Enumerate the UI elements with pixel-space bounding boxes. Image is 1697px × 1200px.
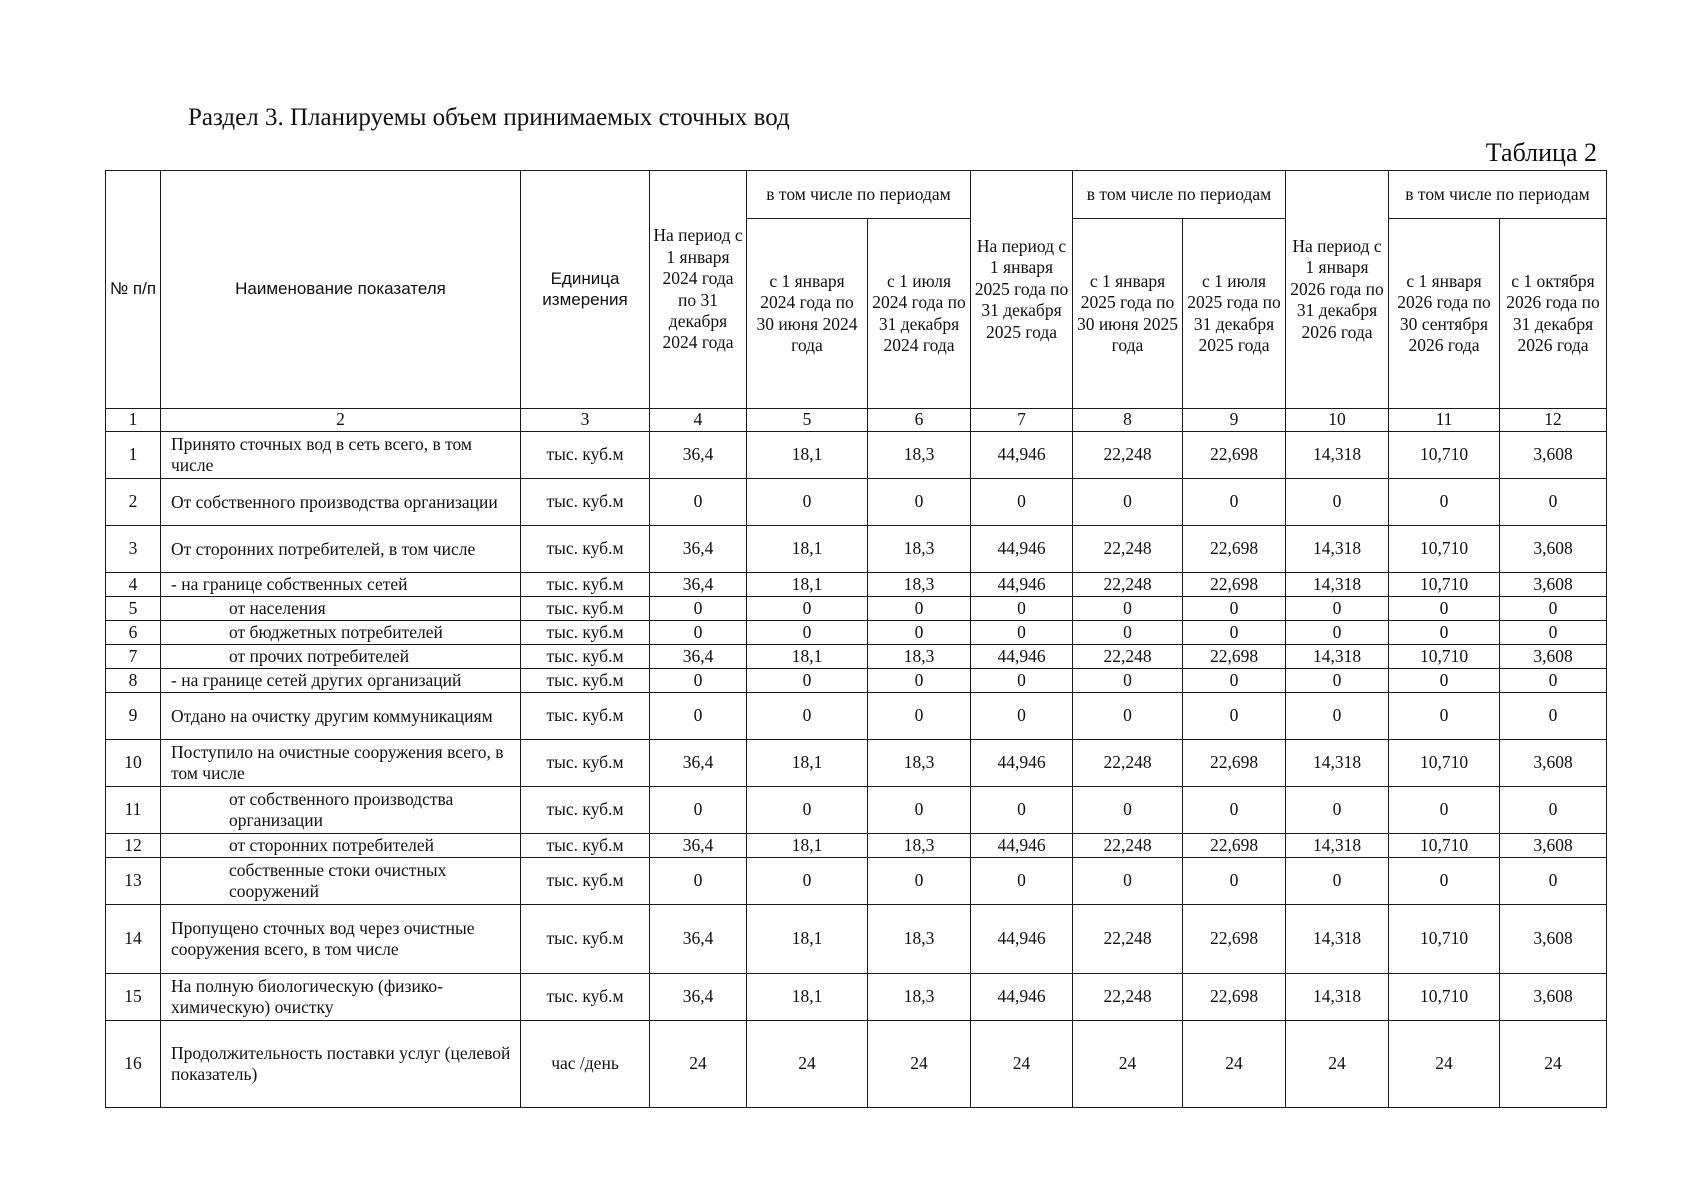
row-number: 9 bbox=[106, 693, 161, 740]
value-cell: 24 bbox=[1183, 1021, 1286, 1108]
value-cell: 22,698 bbox=[1183, 740, 1286, 787]
header-period-2024: На период с 1 января 2024 года по 31 декабря 2024 года bbox=[650, 171, 747, 409]
value-cell: 0 bbox=[747, 597, 868, 621]
table-row bbox=[106, 432, 1607, 479]
value-cell: 0 bbox=[868, 669, 971, 693]
header-period-2025: На период с 1 января 2025 года по 31 декабря 2025 года bbox=[971, 171, 1073, 409]
value-cell: 0 bbox=[747, 693, 868, 740]
unit-cell: тыс. куб.м bbox=[521, 669, 650, 693]
value-cell: 10,710 bbox=[1389, 905, 1500, 974]
value-cell: 0 bbox=[747, 479, 868, 526]
value-cell: 44,946 bbox=[971, 573, 1073, 597]
indicator-name: - на границе собственных сетей bbox=[161, 573, 521, 597]
unit-cell: тыс. куб.м bbox=[521, 693, 650, 740]
indicator-name: от населения bbox=[161, 597, 521, 621]
value-cell: 44,946 bbox=[971, 834, 1073, 858]
value-cell: 3,608 bbox=[1500, 905, 1607, 974]
indicator-name: Продолжительность поставки услуг (целевой показатель) bbox=[161, 1021, 521, 1108]
value-cell: 0 bbox=[1500, 669, 1607, 693]
indicator-name: Отдано на очистку другим коммуникациям bbox=[161, 693, 521, 740]
table-row bbox=[106, 1021, 1607, 1108]
unit-cell: час /день bbox=[521, 1021, 650, 1108]
header-period-2026: На период с 1 января 2026 года по 31 декабря 2026 года bbox=[1286, 171, 1389, 409]
value-cell: 10,710 bbox=[1389, 573, 1500, 597]
value-cell: 3,608 bbox=[1500, 526, 1607, 573]
value-cell: 44,946 bbox=[971, 905, 1073, 974]
value-cell: 0 bbox=[1500, 858, 1607, 905]
value-cell: 0 bbox=[650, 479, 747, 526]
value-cell: 0 bbox=[650, 621, 747, 645]
indicator-name: от прочих потребителей bbox=[161, 645, 521, 669]
value-cell: 10,710 bbox=[1389, 974, 1500, 1021]
header-p2024-1: с 1 января 2024 года по 30 июня 2024 года bbox=[747, 219, 868, 409]
value-cell: 3,608 bbox=[1500, 432, 1607, 479]
value-cell: 3,608 bbox=[1500, 573, 1607, 597]
value-cell: 36,4 bbox=[650, 573, 747, 597]
value-cell: 0 bbox=[650, 858, 747, 905]
value-cell: 24 bbox=[747, 1021, 868, 1108]
value-cell: 22,248 bbox=[1073, 432, 1183, 479]
value-cell: 14,318 bbox=[1286, 573, 1389, 597]
value-cell: 18,1 bbox=[747, 526, 868, 573]
value-cell: 0 bbox=[1073, 621, 1183, 645]
value-cell: 0 bbox=[650, 693, 747, 740]
row-number: 4 bbox=[106, 573, 161, 597]
value-cell: 24 bbox=[1500, 1021, 1607, 1108]
indicator-name: собственные стоки очистных сооружений bbox=[161, 858, 521, 905]
value-cell: 10,710 bbox=[1389, 834, 1500, 858]
value-cell: 18,3 bbox=[868, 645, 971, 669]
value-cell: 0 bbox=[1073, 479, 1183, 526]
value-cell: 18,3 bbox=[868, 834, 971, 858]
value-cell: 0 bbox=[747, 858, 868, 905]
column-number: 9 bbox=[1183, 409, 1286, 432]
header-p2024-2: с 1 июля 2024 года по 31 декабря 2024 года bbox=[868, 219, 971, 409]
unit-cell: тыс. куб.м bbox=[521, 479, 650, 526]
table-row bbox=[106, 645, 1607, 669]
value-cell: 10,710 bbox=[1389, 432, 1500, 479]
column-number: 8 bbox=[1073, 409, 1183, 432]
header-in-periods-2026: в том числе по периодам bbox=[1389, 171, 1607, 219]
unit-cell: тыс. куб.м bbox=[521, 645, 650, 669]
header-unit: Единица измерения bbox=[521, 171, 650, 409]
header-p2026-1: с 1 января 2026 года по 30 сентября 2026 года bbox=[1389, 219, 1500, 409]
value-cell: 3,608 bbox=[1500, 834, 1607, 858]
value-cell: 0 bbox=[1183, 479, 1286, 526]
value-cell: 22,248 bbox=[1073, 740, 1183, 787]
table-row bbox=[106, 693, 1607, 740]
value-cell: 22,698 bbox=[1183, 573, 1286, 597]
value-cell: 0 bbox=[1286, 669, 1389, 693]
value-cell: 0 bbox=[971, 787, 1073, 834]
indicator-name: На полную биологическую (физико-химическую) очистку bbox=[161, 974, 521, 1021]
value-cell: 0 bbox=[1073, 787, 1183, 834]
row-number: 2 bbox=[106, 479, 161, 526]
value-cell: 0 bbox=[1389, 479, 1500, 526]
value-cell: 36,4 bbox=[650, 905, 747, 974]
column-number: 12 bbox=[1500, 409, 1607, 432]
value-cell: 24 bbox=[868, 1021, 971, 1108]
value-cell: 0 bbox=[1183, 621, 1286, 645]
table-row bbox=[106, 597, 1607, 621]
row-number: 13 bbox=[106, 858, 161, 905]
value-cell: 0 bbox=[1183, 693, 1286, 740]
value-cell: 0 bbox=[868, 621, 971, 645]
value-cell: 0 bbox=[1183, 858, 1286, 905]
column-number: 11 bbox=[1389, 409, 1500, 432]
value-cell: 22,248 bbox=[1073, 905, 1183, 974]
value-cell: 14,318 bbox=[1286, 740, 1389, 787]
value-cell: 0 bbox=[971, 693, 1073, 740]
value-cell: 14,318 bbox=[1286, 432, 1389, 479]
table-row bbox=[106, 834, 1607, 858]
column-number: 3 bbox=[521, 409, 650, 432]
unit-cell: тыс. куб.м bbox=[521, 905, 650, 974]
value-cell: 0 bbox=[1389, 693, 1500, 740]
unit-cell: тыс. куб.м bbox=[521, 858, 650, 905]
table-row bbox=[106, 479, 1607, 526]
value-cell: 0 bbox=[1286, 787, 1389, 834]
header-p2025-1: с 1 января 2025 года по 30 июня 2025 года bbox=[1073, 219, 1183, 409]
row-number: 5 bbox=[106, 597, 161, 621]
value-cell: 0 bbox=[747, 669, 868, 693]
value-cell: 22,248 bbox=[1073, 974, 1183, 1021]
value-cell: 0 bbox=[1500, 787, 1607, 834]
value-cell: 0 bbox=[868, 479, 971, 526]
value-cell: 22,248 bbox=[1073, 834, 1183, 858]
value-cell: 0 bbox=[971, 621, 1073, 645]
header-in-periods-2024: в том числе по периодам bbox=[747, 171, 971, 219]
unit-cell: тыс. куб.м bbox=[521, 597, 650, 621]
value-cell: 36,4 bbox=[650, 645, 747, 669]
value-cell: 0 bbox=[1286, 621, 1389, 645]
value-cell: 0 bbox=[1073, 597, 1183, 621]
value-cell: 18,3 bbox=[868, 573, 971, 597]
value-cell: 44,946 bbox=[971, 432, 1073, 479]
column-number: 1 bbox=[106, 409, 161, 432]
value-cell: 0 bbox=[868, 597, 971, 621]
value-cell: 0 bbox=[650, 597, 747, 621]
unit-cell: тыс. куб.м bbox=[521, 834, 650, 858]
value-cell: 18,1 bbox=[747, 974, 868, 1021]
row-number: 3 bbox=[106, 526, 161, 573]
unit-cell: тыс. куб.м bbox=[521, 573, 650, 597]
value-cell: 0 bbox=[868, 858, 971, 905]
value-cell: 0 bbox=[1183, 597, 1286, 621]
value-cell: 0 bbox=[971, 669, 1073, 693]
table-row bbox=[106, 526, 1607, 573]
indicator-name: От сторонних потребителей, в том числе bbox=[161, 526, 521, 573]
value-cell: 0 bbox=[1500, 479, 1607, 526]
table-row bbox=[106, 974, 1607, 1021]
value-cell: 0 bbox=[1183, 787, 1286, 834]
column-number: 2 bbox=[161, 409, 521, 432]
value-cell: 18,1 bbox=[747, 645, 868, 669]
value-cell: 0 bbox=[868, 787, 971, 834]
value-cell: 0 bbox=[1500, 621, 1607, 645]
value-cell: 18,1 bbox=[747, 905, 868, 974]
column-number-row bbox=[106, 409, 1607, 432]
value-cell: 0 bbox=[1389, 787, 1500, 834]
value-cell: 0 bbox=[1183, 669, 1286, 693]
value-cell: 22,248 bbox=[1073, 573, 1183, 597]
value-cell: 36,4 bbox=[650, 526, 747, 573]
indicator-name: от сторонних потребителей bbox=[161, 834, 521, 858]
value-cell: 22,698 bbox=[1183, 526, 1286, 573]
row-number: 14 bbox=[106, 905, 161, 974]
header-p2026-2: с 1 октября 2026 года по 31 декабря 2026 года bbox=[1500, 219, 1607, 409]
header-name: Наименование показателя bbox=[161, 171, 521, 409]
indicator-name: От собственного производства организации bbox=[161, 479, 521, 526]
value-cell: 0 bbox=[971, 597, 1073, 621]
row-number: 16 bbox=[106, 1021, 161, 1108]
value-cell: 24 bbox=[971, 1021, 1073, 1108]
value-cell: 22,698 bbox=[1183, 645, 1286, 669]
header-in-periods-2025: в том числе по периодам bbox=[1073, 171, 1286, 219]
value-cell: 0 bbox=[1286, 597, 1389, 621]
value-cell: 3,608 bbox=[1500, 740, 1607, 787]
value-cell: 0 bbox=[747, 787, 868, 834]
column-number: 4 bbox=[650, 409, 747, 432]
value-cell: 44,946 bbox=[971, 645, 1073, 669]
unit-cell: тыс. куб.м bbox=[521, 740, 650, 787]
value-cell: 0 bbox=[1500, 693, 1607, 740]
value-cell: 24 bbox=[1073, 1021, 1183, 1108]
indicator-name: от бюджетных потребителей bbox=[161, 621, 521, 645]
value-cell: 36,4 bbox=[650, 974, 747, 1021]
data-table bbox=[105, 170, 1607, 1108]
value-cell: 3,608 bbox=[1500, 645, 1607, 669]
value-cell: 44,946 bbox=[971, 740, 1073, 787]
value-cell: 0 bbox=[1389, 597, 1500, 621]
value-cell: 22,698 bbox=[1183, 432, 1286, 479]
value-cell: 24 bbox=[1286, 1021, 1389, 1108]
value-cell: 0 bbox=[1073, 693, 1183, 740]
value-cell: 0 bbox=[1073, 669, 1183, 693]
value-cell: 18,3 bbox=[868, 526, 971, 573]
value-cell: 22,248 bbox=[1073, 645, 1183, 669]
indicator-name: Принято сточных вод в сеть всего, в том числе bbox=[161, 432, 521, 479]
row-number: 11 bbox=[106, 787, 161, 834]
row-number: 7 bbox=[106, 645, 161, 669]
value-cell: 0 bbox=[650, 787, 747, 834]
value-cell: 0 bbox=[1389, 621, 1500, 645]
column-number: 10 bbox=[1286, 409, 1389, 432]
value-cell: 18,3 bbox=[868, 432, 971, 479]
value-cell: 14,318 bbox=[1286, 834, 1389, 858]
value-cell: 0 bbox=[1500, 597, 1607, 621]
value-cell: 0 bbox=[1286, 479, 1389, 526]
value-cell: 24 bbox=[1389, 1021, 1500, 1108]
table-row bbox=[106, 787, 1607, 834]
value-cell: 22,698 bbox=[1183, 834, 1286, 858]
value-cell: 0 bbox=[971, 858, 1073, 905]
value-cell: 14,318 bbox=[1286, 974, 1389, 1021]
value-cell: 14,318 bbox=[1286, 526, 1389, 573]
value-cell: 24 bbox=[650, 1021, 747, 1108]
value-cell: 0 bbox=[650, 669, 747, 693]
value-cell: 36,4 bbox=[650, 834, 747, 858]
value-cell: 0 bbox=[1389, 669, 1500, 693]
value-cell: 18,3 bbox=[868, 740, 971, 787]
table-row bbox=[106, 669, 1607, 693]
value-cell: 3,608 bbox=[1500, 974, 1607, 1021]
table-label: Таблица 2 bbox=[1485, 138, 1597, 167]
value-cell: 0 bbox=[747, 621, 868, 645]
value-cell: 22,248 bbox=[1073, 526, 1183, 573]
unit-cell: тыс. куб.м bbox=[521, 787, 650, 834]
value-cell: 22,698 bbox=[1183, 974, 1286, 1021]
indicator-name: Пропущено сточных вод через очистные сооружения всего, в том числе bbox=[161, 905, 521, 974]
value-cell: 36,4 bbox=[650, 740, 747, 787]
unit-cell: тыс. куб.м bbox=[521, 526, 650, 573]
value-cell: 0 bbox=[868, 693, 971, 740]
column-number: 5 bbox=[747, 409, 868, 432]
value-cell: 0 bbox=[1286, 858, 1389, 905]
indicator-name: - на границе сетей других организаций bbox=[161, 669, 521, 693]
header-num: № п/п bbox=[106, 171, 161, 409]
indicator-name: от собственного производства организации bbox=[161, 787, 521, 834]
value-cell: 0 bbox=[1073, 858, 1183, 905]
unit-cell: тыс. куб.м bbox=[521, 974, 650, 1021]
table-row bbox=[106, 573, 1607, 597]
row-number: 8 bbox=[106, 669, 161, 693]
value-cell: 44,946 bbox=[971, 974, 1073, 1021]
value-cell: 18,3 bbox=[868, 974, 971, 1021]
row-number: 12 bbox=[106, 834, 161, 858]
table-row bbox=[106, 905, 1607, 974]
value-cell: 0 bbox=[1286, 693, 1389, 740]
column-number: 7 bbox=[971, 409, 1073, 432]
indicator-name: Поступило на очистные сооружения всего, в том числе bbox=[161, 740, 521, 787]
value-cell: 18,3 bbox=[868, 905, 971, 974]
value-cell: 0 bbox=[1389, 858, 1500, 905]
value-cell: 18,1 bbox=[747, 573, 868, 597]
value-cell: 44,946 bbox=[971, 526, 1073, 573]
value-cell: 10,710 bbox=[1389, 740, 1500, 787]
table-row bbox=[106, 621, 1607, 645]
unit-cell: тыс. куб.м bbox=[521, 432, 650, 479]
value-cell: 10,710 bbox=[1389, 526, 1500, 573]
value-cell: 36,4 bbox=[650, 432, 747, 479]
table-row bbox=[106, 858, 1607, 905]
value-cell: 18,1 bbox=[747, 834, 868, 858]
value-cell: 18,1 bbox=[747, 740, 868, 787]
row-number: 6 bbox=[106, 621, 161, 645]
row-number: 10 bbox=[106, 740, 161, 787]
unit-cell: тыс. куб.м bbox=[521, 621, 650, 645]
column-number: 6 bbox=[868, 409, 971, 432]
value-cell: 14,318 bbox=[1286, 645, 1389, 669]
header-p2025-2: с 1 июля 2025 года по 31 декабря 2025 года bbox=[1183, 219, 1286, 409]
value-cell: 18,1 bbox=[747, 432, 868, 479]
value-cell: 22,698 bbox=[1183, 905, 1286, 974]
value-cell: 0 bbox=[971, 479, 1073, 526]
page-title: Раздел 3. Планируемы объем принимаемых сточных вод bbox=[188, 104, 790, 131]
value-cell: 14,318 bbox=[1286, 905, 1389, 974]
table-row bbox=[106, 740, 1607, 787]
value-cell: 10,710 bbox=[1389, 645, 1500, 669]
row-number: 1 bbox=[106, 432, 161, 479]
row-number: 15 bbox=[106, 974, 161, 1021]
